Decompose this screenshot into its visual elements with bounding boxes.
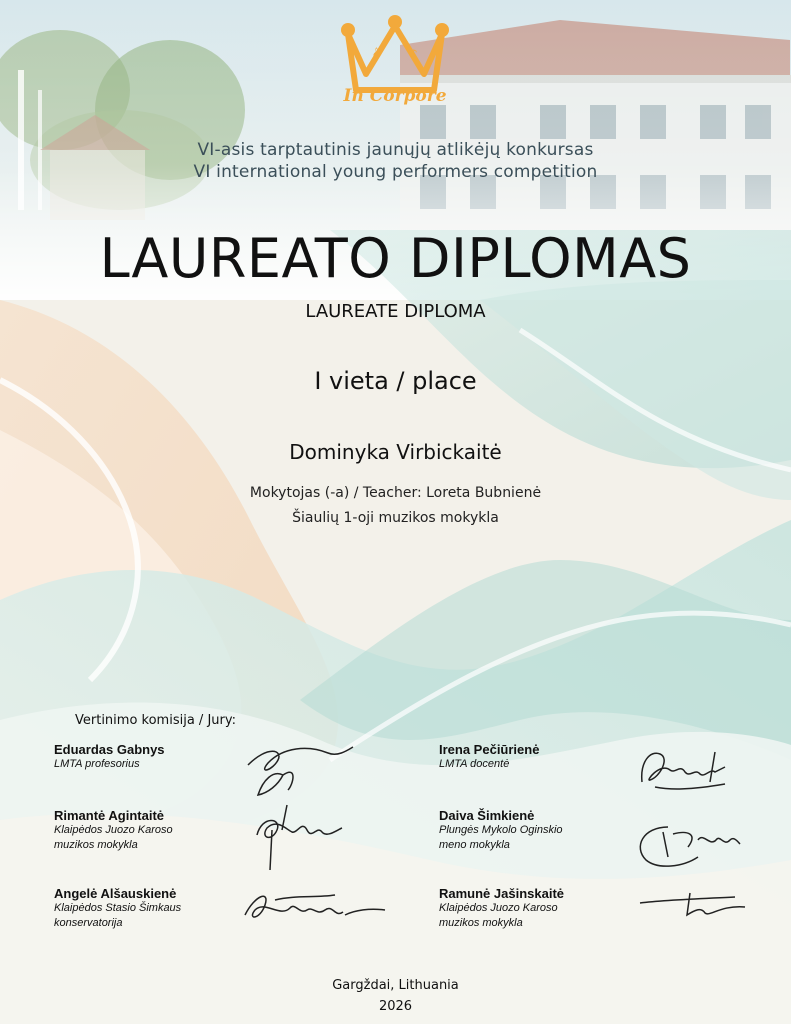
jury-member-role: meno mokykla [439, 839, 510, 851]
competition-line-lt: VI-asis tarptautinis jaunųjų atlikėjų konkursas [197, 140, 594, 160]
jury-member-role: muzikos mokykla [439, 917, 523, 929]
footer-year: 2026 [378, 999, 413, 1014]
svg-text:𝄞: 𝄞 [372, 47, 380, 61]
logo-text: In Corpore [343, 86, 447, 106]
jury-member-role: LMTA profesorius [54, 758, 140, 770]
jury-member-name: Daiva Šimkienė [439, 808, 535, 823]
signature-alsauskiene [235, 880, 390, 940]
place-label: I vieta / place [314, 367, 477, 395]
jury-member-name: Rimantė Agintaitė [54, 808, 165, 823]
jury-member-role: konservatorija [54, 917, 123, 929]
signature-jasinskaite [635, 885, 750, 925]
jury-member-role: Klaipėdos Juozo Karoso [439, 902, 558, 914]
svg-text:♪: ♪ [410, 47, 418, 61]
jury-member [54, 808, 173, 853]
jury-member-name: Eduardas Gabnys [54, 742, 165, 757]
signature-gabnys [238, 735, 358, 805]
jury-member-role: LMTA docentė [439, 758, 510, 770]
jury-member-role: muzikos mokykla [54, 839, 138, 851]
competition-line-en: VI international young performers competition [193, 162, 598, 182]
jury-member [54, 886, 181, 931]
jury-member [439, 808, 563, 853]
crown-logo [334, 12, 456, 124]
jury-member [439, 886, 564, 931]
signature-peciuriene [630, 742, 735, 797]
teacher-line: Mokytojas (-a) / Teacher: Loreta Bubnienė [249, 485, 542, 501]
signature-agintaite [242, 800, 352, 880]
jury-member-name: Angelė Alšauskienė [54, 886, 177, 901]
jury-member-name: Irena Pečiūrienė [439, 742, 540, 757]
jury-member-name: Ramunė Jašinskaitė [439, 886, 565, 901]
jury-member-role: Klaipėdos Juozo Karoso [54, 824, 173, 836]
jury-member [54, 742, 165, 772]
jury-member-role: Plungės Mykolo Oginskio [439, 824, 563, 836]
jury-label: Vertinimo komisija / Jury: [75, 713, 236, 728]
diploma-subtitle: LAUREATE DIPLOMA [305, 301, 486, 322]
laureate-name: Dominyka Virbickaitė [289, 440, 502, 464]
signature-simkiene [628, 812, 743, 874]
diploma-title: LAUREATO DIPLOMAS [99, 227, 692, 290]
footer-location: Gargždai, Lithuania [332, 978, 459, 993]
school-line: Šiaulių 1-oji muzikos mokykla [292, 510, 499, 526]
jury-member [439, 742, 539, 772]
jury-member-role: Klaipėdos Stasio Šimkaus [54, 902, 182, 914]
